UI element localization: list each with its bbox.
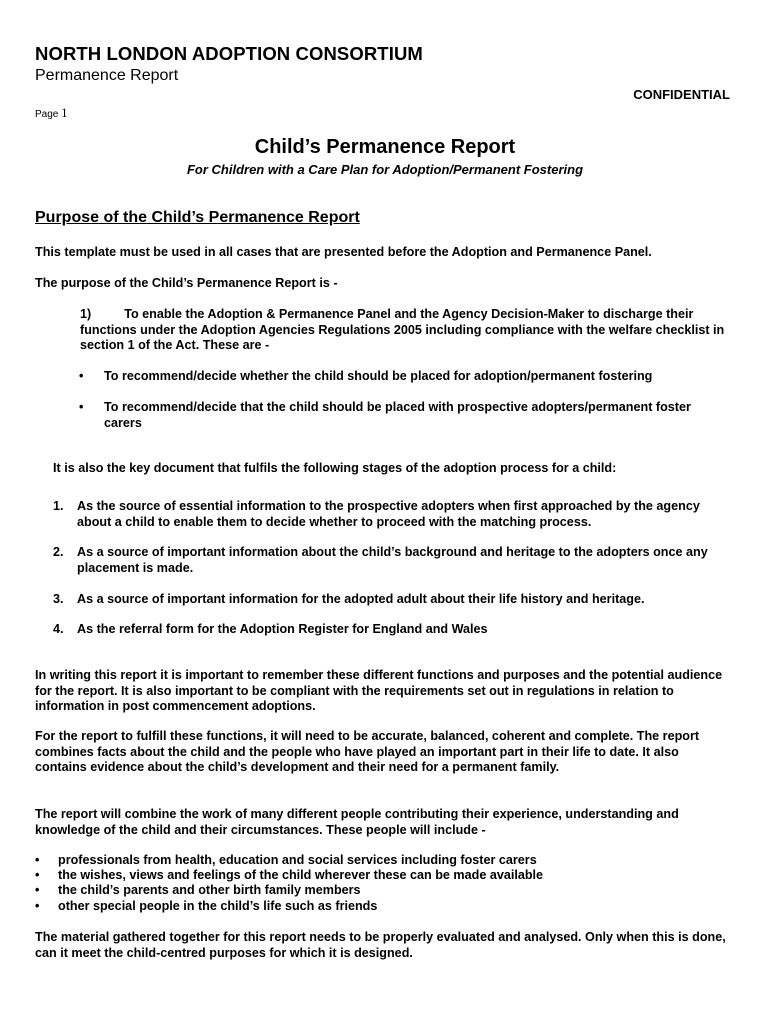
page-indicator xyxy=(35,105,68,121)
decision-bullet-2: To recommend/decide that the child should be placed with prospective adopters/permanent foster carers xyxy=(104,400,691,430)
stages-lead: It is also the key document that fulfils the following stages of the adoption process for a child: xyxy=(53,461,617,475)
organisation-name: NORTH LONDON ADOPTION CONSORTIUM xyxy=(35,43,423,64)
decision-bullet-1: To recommend/decide whether the child should be placed for adoption/permanent fostering xyxy=(104,369,653,383)
paragraph-contributors: The report will combine the work of many different people contributing their experience, understanding and knowledge of the child and their circumstances. These people will include - xyxy=(35,807,679,837)
contributor-bullet-1: professionals from health, education and social services including foster carers xyxy=(58,853,537,867)
stage-number: 3. xyxy=(53,592,64,606)
intro-paragraph: This template must be used in all cases that are presented before the Adoption and Permanence Panel. xyxy=(35,245,652,259)
purpose-point-number: 1) xyxy=(80,307,92,321)
paragraph-accuracy: For the report to fulfill these functions, it will need to be accurate, balanced, coherent and complete. The report combines facts about the child and the people who have played an important part in their life to date. It also contains evidence about the child’s development and their need for a permanent family. xyxy=(35,729,700,774)
stage-text: As a source of important information about the child’s background and heritage to the adopters once any placement is made. xyxy=(77,545,708,575)
bullet-marker: • xyxy=(79,400,84,414)
contributor-bullet-3: the child’s parents and other birth family members xyxy=(58,883,361,897)
stages-list xyxy=(53,499,743,639)
document-title: Child’s Permanence Report xyxy=(254,136,516,158)
bullet-marker: • xyxy=(79,369,84,383)
confidential-label: CONFIDENTIAL xyxy=(633,87,730,102)
stage-number: 1. xyxy=(53,499,64,513)
bullet-marker: • xyxy=(35,899,40,913)
paragraph-evaluation: The material gathered together for this report needs to be properly evaluated and analysed. Only when this is done, can it meet the child-centred purposes for which it is designed. xyxy=(35,930,726,960)
page-label: Page xyxy=(35,109,59,120)
section-heading: Purpose of the Child’s Permanence Report xyxy=(35,209,360,226)
stage-text: As the referral form for the Adoption Register for England and Wales xyxy=(77,622,488,636)
report-type: Permanence Report xyxy=(35,67,179,84)
page-number: 1 xyxy=(61,105,68,120)
contributor-bullet-4: other special people in the child’s life such as friends xyxy=(58,899,378,913)
bullet-marker: • xyxy=(35,868,40,882)
stage-number: 2. xyxy=(53,545,64,559)
stage-text: As the source of essential information to the prospective adopters when first approached by the agency about a child to enable them to decide whether to proceed with the matching process. xyxy=(77,499,700,529)
contributor-bullet-2: the wishes, views and feelings of the child wherever these can be made available xyxy=(58,868,544,882)
document-subtitle: For Children with a Care Plan for Adoption/Permanent Fostering xyxy=(186,162,584,177)
purpose-point-1 xyxy=(80,307,725,354)
bullet-marker: • xyxy=(35,883,40,897)
purpose-point-text: To enable the Adoption & Permanence Panel and the Agency Decision-Maker to discharge their functions under the Adoption Agencies Regulations 2005 including compliance with the welfare checklist in section 1 of the Act. These are - xyxy=(80,307,725,352)
paragraph-functions: In writing this report it is important to remember these different functions and purposes and the potential audience for the report. It is also important to be compliant with the requirements set out in regulations in relation to information in post commencement adoptions. xyxy=(35,668,723,713)
stage-text: As a source of important information for the adopted adult about their life history and heritage. xyxy=(77,592,645,606)
purpose-lead: The purpose of the Child’s Permanence Report is - xyxy=(35,276,338,290)
bullet-marker: • xyxy=(35,853,40,867)
stage-number: 4. xyxy=(53,622,64,636)
